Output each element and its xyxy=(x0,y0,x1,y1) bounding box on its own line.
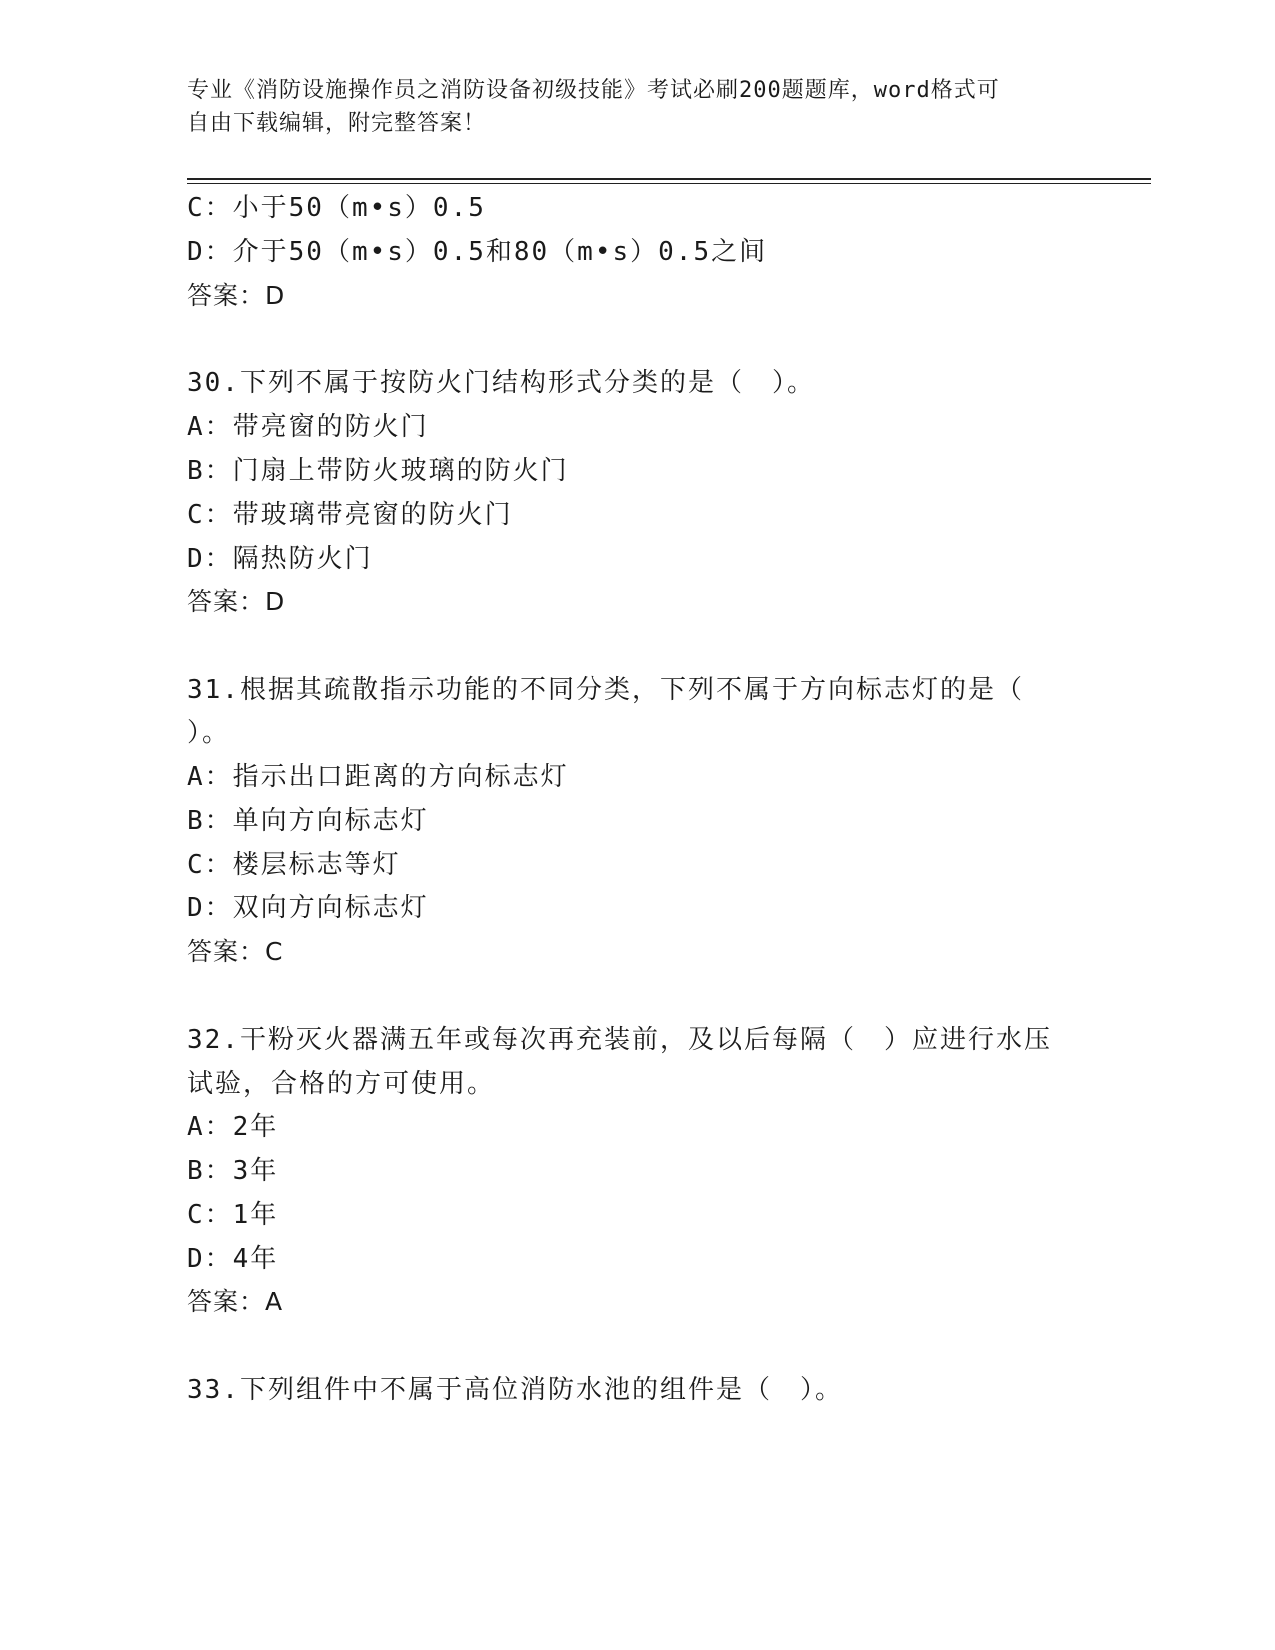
answer: 答案：A xyxy=(187,1287,284,1316)
option-d: D：介于50（m•s）0.5和80（m•s）0.5之间 xyxy=(187,237,768,267)
option-b: B：单向方向标志灯 xyxy=(187,806,429,836)
option-c: C：带玻璃带亮窗的防火门 xyxy=(187,500,513,530)
option-b: B：3年 xyxy=(187,1156,279,1186)
header-line-2: 自由下载编辑，附完整答案！ xyxy=(187,111,487,136)
answer: 答案：D xyxy=(187,281,286,310)
question-30: 30.下列不属于按防火门结构形式分类的是（ ）。 xyxy=(187,368,815,398)
option-a: A：2年 xyxy=(187,1112,279,1142)
option-d: D：双向方向标志灯 xyxy=(187,893,429,923)
option-d: D：隔热防火门 xyxy=(187,544,373,574)
option-d: D：4年 xyxy=(187,1244,279,1274)
question-33: 33.下列组件中不属于高位消防水池的组件是（ ）。 xyxy=(187,1375,843,1405)
question-31-cont: ）。 xyxy=(187,718,231,748)
option-a: A：带亮窗的防火门 xyxy=(187,412,429,442)
answer: 答案：D xyxy=(187,587,286,616)
option-c: C：1年 xyxy=(187,1200,279,1230)
option-c: C：楼层标志等灯 xyxy=(187,850,401,880)
document-header xyxy=(187,74,1087,140)
question-32-cont: 试验，合格的方可使用。 xyxy=(187,1069,496,1099)
header-rule-thick xyxy=(187,178,1151,180)
header-line-1: 专业《消防设施操作员之消防设备初级技能》考试必刷200题题库，word格式可 xyxy=(187,78,1000,103)
answer: 答案：C xyxy=(187,937,284,966)
question-31: 31.根据其疏散指示功能的不同分类，下列不属于方向标志灯的是（ xyxy=(187,675,1024,705)
option-b: B：门扇上带防火玻璃的防火门 xyxy=(187,456,569,486)
option-a: A：指示出口距离的方向标志灯 xyxy=(187,762,569,792)
question-32: 32.干粉灭火器满五年或每次再充装前，及以后每隔（ ）应进行水压 xyxy=(187,1025,1052,1055)
option-c: C：小于50（m•s）0.5 xyxy=(187,193,486,223)
header-rule-thin xyxy=(187,183,1151,184)
